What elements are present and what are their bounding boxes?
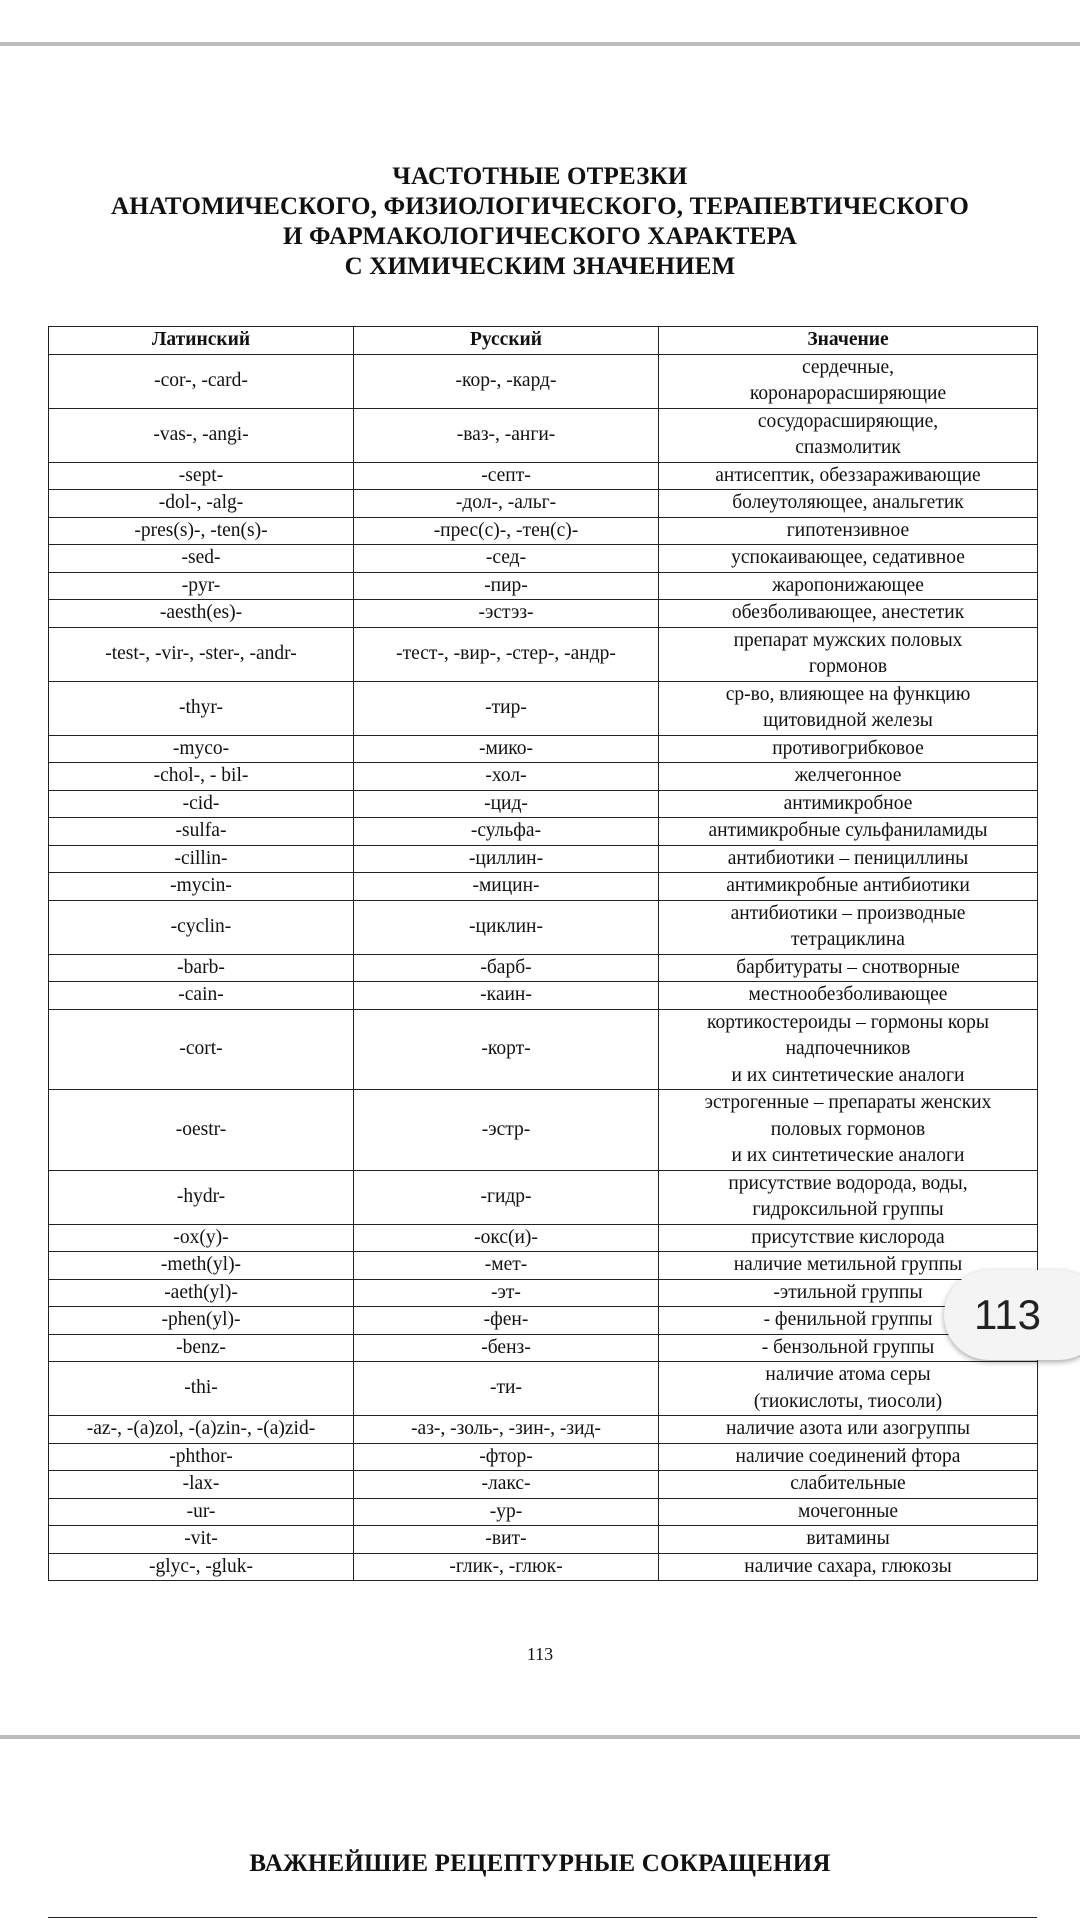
cell-latin: -vit- [49, 1526, 354, 1554]
cell-latin: -barb- [49, 954, 354, 982]
cell-russian: -тест-, -вир-, -стер-, -андр- [354, 627, 659, 681]
meaning-line: сосудорасширяющие, [757, 410, 939, 432]
meaning-line: противогрибковое [772, 737, 924, 759]
table-row [49, 873, 1038, 901]
cell-latin: -phen(yl)- [49, 1307, 354, 1335]
cell-russian: -ваз-, -анги- [354, 408, 659, 462]
meaning-line: препарат мужских половых [733, 629, 963, 651]
cell-meaning [659, 572, 1038, 600]
title-line: ЧАСТОТНЫЕ ОТРЕЗКИ [392, 163, 688, 190]
cell-meaning [659, 818, 1038, 846]
table-row [49, 1279, 1038, 1307]
cell-latin: -dol-, -alg- [49, 490, 354, 518]
cell-meaning [659, 1362, 1038, 1416]
cell-russian: -прес(с)-, -тен(с)- [354, 517, 659, 545]
cell-meaning [659, 873, 1038, 901]
cell-latin: -benz- [49, 1334, 354, 1362]
cell-meaning [659, 1443, 1038, 1471]
cell-russian: -дол-, -альг- [354, 490, 659, 518]
cell-latin: -thi- [49, 1362, 354, 1416]
table-row [49, 790, 1038, 818]
meaning-line: сердечные, [801, 356, 894, 378]
cell-meaning [659, 1416, 1038, 1444]
meaning-line: кортикостероиды – гормоны коры [707, 1011, 989, 1033]
meaning-line: щитовидной железы [763, 710, 933, 731]
cell-russian: -глик-, -глюк- [354, 1553, 659, 1581]
meaning-line: ср-во, влияющее на функцию [725, 683, 971, 705]
cell-latin: -lax- [49, 1471, 354, 1499]
column-header-latin: Латинский [49, 327, 354, 355]
column-header-meaning: Значение [659, 327, 1038, 355]
meaning-line: надпочечников [785, 1038, 911, 1059]
table-row [49, 490, 1038, 518]
meaning-line: - фенильной группы [763, 1309, 933, 1330]
table-row [49, 735, 1038, 763]
meaning-line: (тиокислоты, тиосоли) [753, 1390, 943, 1412]
meaning-line: барбитураты – снотворные [736, 956, 960, 978]
cell-meaning [659, 354, 1038, 408]
cell-latin: -oestr- [49, 1090, 354, 1171]
table-header-row [49, 327, 1038, 355]
meaning-line: присутствие кислорода [751, 1226, 945, 1248]
cell-latin: -vas-, -angi- [49, 408, 354, 462]
table-row [49, 1090, 1038, 1171]
cell-latin: -aesth(es)- [49, 600, 354, 628]
cell-meaning [659, 982, 1038, 1010]
cell-russian: -мет- [354, 1252, 659, 1280]
cell-latin: -sulfa- [49, 818, 354, 846]
cell-meaning [659, 845, 1038, 873]
table-row [49, 1009, 1038, 1090]
cell-latin: -thyr- [49, 681, 354, 735]
table-row [49, 763, 1038, 791]
cell-russian: -каин- [354, 982, 659, 1010]
cell-meaning [659, 763, 1038, 791]
cell-russian: -барб- [354, 954, 659, 982]
meaning-line: витамины [806, 1528, 890, 1549]
table-row [49, 1224, 1038, 1252]
next-table-top-border [48, 1917, 1037, 1921]
cell-russian: -пир- [354, 572, 659, 600]
column-header-russian: Русский [354, 327, 659, 355]
meaning-line: успокаивающее, седативное [731, 547, 965, 568]
title-line: И ФАРМАКОЛОГИЧЕСКОГО ХАРАКТЕРА [282, 223, 798, 250]
page-indicator-badge[interactable]: 113 [944, 1270, 1080, 1360]
table-row [49, 1498, 1038, 1526]
cell-russian: -кор-, -кард- [354, 354, 659, 408]
meaning-line: гипотензивное [786, 519, 910, 541]
meaning-line: тетрациклина [791, 929, 905, 950]
table-row [49, 517, 1038, 545]
table-row [49, 1307, 1038, 1335]
cell-meaning [659, 681, 1038, 735]
meaning-line: антимикробное [783, 792, 913, 814]
table-row [49, 1252, 1038, 1280]
cell-meaning [659, 1471, 1038, 1499]
cell-russian: -мико- [354, 735, 659, 763]
cell-russian: -хол- [354, 763, 659, 791]
table-row [49, 1362, 1038, 1416]
meaning-line: половых гормонов [770, 1118, 926, 1140]
meaning-line: антибиотики – производные [730, 902, 966, 924]
cell-latin: -az-, -(a)zol, -(a)zin-, -(a)zid- [49, 1416, 354, 1444]
cell-latin: -aeth(yl)- [49, 1279, 354, 1307]
cell-meaning [659, 627, 1038, 681]
cell-meaning [659, 954, 1038, 982]
meaning-line: наличие сахара, глюкозы [744, 1555, 952, 1577]
cell-latin: -hydr- [49, 1170, 354, 1224]
cell-meaning [659, 545, 1038, 573]
cell-russian: -сульфа- [354, 818, 659, 846]
meaning-line: эстрогенные – препараты женских [704, 1092, 992, 1113]
cell-russian: -циклин- [354, 900, 659, 954]
cell-latin: -sed- [49, 545, 354, 573]
cell-latin: -cor-, -card- [49, 354, 354, 408]
meaning-line: слабительные [790, 1473, 906, 1494]
cell-latin: -pres(s)-, -ten(s)- [49, 517, 354, 545]
cell-meaning [659, 1090, 1038, 1171]
cell-meaning [659, 1553, 1038, 1581]
cell-russian: -цид- [354, 790, 659, 818]
meaning-line: болеутоляющее, анальгетик [732, 492, 964, 513]
cell-meaning [659, 1526, 1038, 1554]
document-page[interactable] [0, 46, 1080, 1735]
cell-meaning [659, 408, 1038, 462]
table-row [49, 900, 1038, 954]
table-row [49, 1526, 1038, 1554]
cell-meaning [659, 517, 1038, 545]
cell-latin: -phthor- [49, 1443, 354, 1471]
meaning-line: наличие азота или азогруппы [726, 1418, 970, 1439]
cell-latin: -meth(yl)- [49, 1252, 354, 1280]
title-line: АНАТОМИЧЕСКОГО, ФИЗИОЛОГИЧЕСКОГО, ТЕРАПЕВТИЧЕСКОГО [110, 193, 970, 220]
cell-latin: -ur- [49, 1498, 354, 1526]
cell-latin: -ox(y)- [49, 1224, 354, 1252]
cell-meaning [659, 735, 1038, 763]
cell-russian: -эстэз- [354, 600, 659, 628]
table-row [49, 982, 1038, 1010]
table-row [49, 1416, 1038, 1444]
table-row [49, 818, 1038, 846]
table-row [49, 600, 1038, 628]
cell-meaning [659, 600, 1038, 628]
cell-latin: -myco- [49, 735, 354, 763]
meaning-line: и их синтетические аналоги [731, 1064, 965, 1086]
meaning-line: присутствие водорода, воды, [728, 1172, 968, 1194]
cell-latin: -glyc-, -gluk- [49, 1553, 354, 1581]
cell-latin: -cyclin- [49, 900, 354, 954]
table-row [49, 845, 1038, 873]
meaning-line: гидроксильной группы [752, 1199, 944, 1220]
table-row [49, 1443, 1038, 1471]
cell-meaning [659, 900, 1038, 954]
cell-meaning [659, 1498, 1038, 1526]
cell-russian: -фтор- [354, 1443, 659, 1471]
cell-russian: -циллин- [354, 845, 659, 873]
meaning-line: наличие атома серы [765, 1364, 931, 1385]
meaning-line: - бензольной группы [761, 1336, 935, 1358]
next-page-title: ВАЖНЕЙШИЕ РЕЦЕПТУРНЫЕ СОКРАЩЕНИЯ [249, 1850, 831, 1877]
next-document-page[interactable] [0, 1739, 1080, 1920]
cell-latin: -pyr- [49, 572, 354, 600]
cell-latin: -cid- [49, 790, 354, 818]
meaning-line: гормонов [808, 656, 888, 677]
meaning-line: наличие соединений фтора [735, 1445, 961, 1467]
meaning-line: наличие метильной группы [733, 1254, 963, 1275]
cell-russian: -окс(и)- [354, 1224, 659, 1252]
table-row [49, 408, 1038, 462]
cell-meaning [659, 462, 1038, 490]
cell-russian: -сед- [354, 545, 659, 573]
cell-russian: -тир- [354, 681, 659, 735]
table-row [49, 627, 1038, 681]
cell-russian: -ур- [354, 1498, 659, 1526]
meaning-line: спазмолитик [795, 437, 901, 458]
table-row [49, 1170, 1038, 1224]
page-number: 113 [526, 1644, 554, 1664]
cell-meaning [659, 1170, 1038, 1224]
table-row [49, 354, 1038, 408]
meaning-line: жаропонижающее [772, 574, 924, 596]
cell-meaning [659, 1009, 1038, 1090]
meaning-line: местнообезболивающее [748, 984, 948, 1005]
cell-russian: -гидр- [354, 1170, 659, 1224]
cell-russian: -фен- [354, 1307, 659, 1335]
table-row [49, 681, 1038, 735]
table-row [49, 1471, 1038, 1499]
meaning-line: антисептик, обеззараживающие [715, 464, 981, 486]
table-row [49, 462, 1038, 490]
cell-russian: -эстр- [354, 1090, 659, 1171]
cell-meaning [659, 1224, 1038, 1252]
cell-latin: -chol-, - bil- [49, 763, 354, 791]
cell-latin: -cillin- [49, 845, 354, 873]
cell-russian: -септ- [354, 462, 659, 490]
cell-russian: -вит- [354, 1526, 659, 1554]
cell-russian: -ти- [354, 1362, 659, 1416]
meaning-line: мочегонные [798, 1500, 898, 1522]
meaning-line: обезболивающее, анестетик [731, 602, 965, 623]
cell-meaning [659, 790, 1038, 818]
cell-meaning [659, 490, 1038, 518]
meaning-line: коронарорасширяющие [749, 383, 947, 404]
segments-table [48, 326, 1038, 1581]
cell-russian: -лакс- [354, 1471, 659, 1499]
meaning-line: и их синтетические аналоги [731, 1145, 965, 1166]
cell-russian: -корт- [354, 1009, 659, 1090]
table-row [49, 572, 1038, 600]
table-row [49, 1553, 1038, 1581]
cell-latin: -cort- [49, 1009, 354, 1090]
cell-russian: -бенз- [354, 1334, 659, 1362]
table-row [49, 1334, 1038, 1362]
cell-latin: -mycin- [49, 873, 354, 901]
cell-russian: -аз-, -золь-, -зин-, -зид- [354, 1416, 659, 1444]
table-row [49, 545, 1038, 573]
cell-latin: -sept- [49, 462, 354, 490]
meaning-line: антимикробные сульфаниламиды [708, 820, 988, 841]
meaning-line: антибиотики – пенициллины [727, 847, 969, 869]
cell-russian: -эт- [354, 1279, 659, 1307]
meaning-line: антимикробные антибиотики [726, 875, 970, 896]
table-row [49, 954, 1038, 982]
cell-latin: -test-, -vir-, -ster-, -andr- [49, 627, 354, 681]
cell-latin: -cain- [49, 982, 354, 1010]
table-body [49, 354, 1038, 1581]
meaning-line: желчегонное [794, 765, 902, 786]
title-line: С ХИМИЧЕСКИМ ЗНАЧЕНИЕМ [344, 253, 736, 280]
page-title [0, 162, 1080, 282]
cell-russian: -мицин- [354, 873, 659, 901]
meaning-line: -этильной группы [773, 1281, 923, 1303]
